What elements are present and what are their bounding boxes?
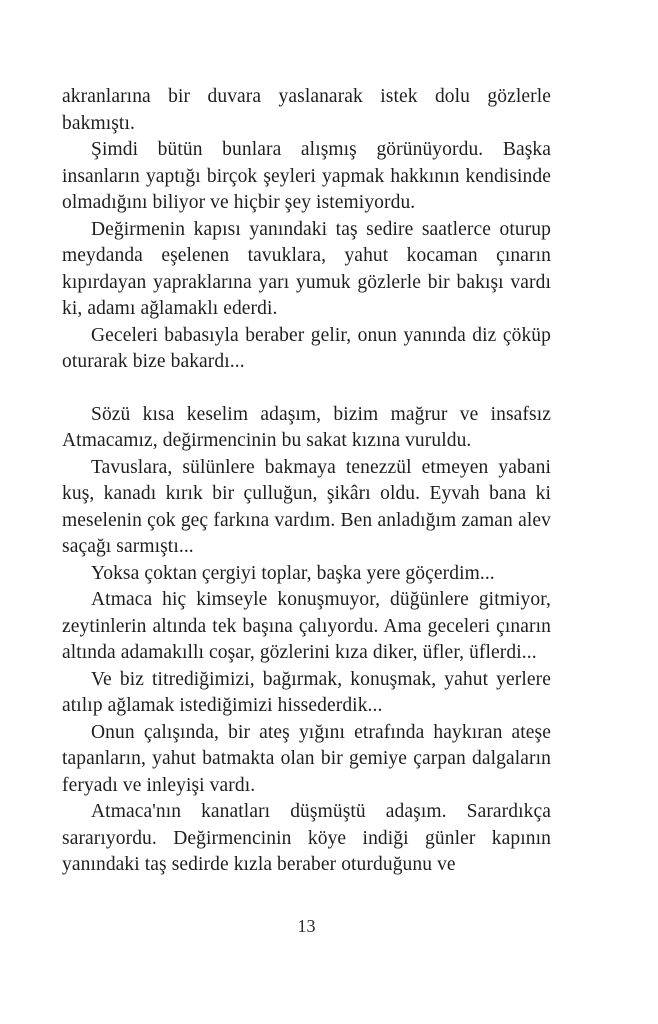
paragraph: Şimdi bütün bunlara alışmış görünüyordu. Başka insanların yaptığı birçok şeyleri yapmak hakkının kendisinde olmadığını biliyor ve hiçbir şey istemiyordu. bbox=[62, 139, 551, 213]
paragraph: Tavuslara, sülünlere bakmaya tenezzül etmeyen yabani kuş, kanadı kırık bir çulluğun, şikârı oldu. Eyvah bana ki meselenin çok geç farkına vardım. Ben anladığım zaman alev saçağı sarmıştı... bbox=[62, 456, 551, 557]
paragraph: Ve biz titrediğimizi, bağırmak, konuşmak, yahut yerlere atılıp ağlamak istediğimizi hissederdik... bbox=[62, 668, 551, 716]
paragraph: Onun çalışında, bir ateş yığını etrafında haykıran ateşe tapanların, yahut batmakta olan bir gemiye çarpan dalgaların feryadı ve inleyişi vardı. bbox=[62, 721, 551, 796]
paragraph: Atmaca hiç kimseyle konuşmuyor, düğünlere gitmiyor, zeytinlerin altında tek başına çalıyordu. Ama geceleri çınarın altında adamakıllı coşar, gözlerini kıza diker, üfler, üflerdi... bbox=[62, 589, 551, 663]
paragraph: Atmaca'nın kanatları düşmüştü adaşım. Sarardıkça sararıyordu. Değirmencinin köye indiği günler kapının yanındaki taş sedirde kızla beraber oturduğunu ve bbox=[62, 801, 551, 875]
paragraph-section-start: Sözü kısa keselim adaşım, bizim mağrur ve insafsız Atmacamız, değirmencinin bu sakat kızına vuruldu. bbox=[62, 403, 551, 451]
paragraph: Geceleri babasıyla beraber gelir, onun yanında diz çöküp oturarak bize bakardı... bbox=[62, 324, 551, 372]
text-block bbox=[62, 84, 551, 879]
page-number: 13 bbox=[297, 916, 316, 936]
paragraph: Yoksa çoktan çergiyi toplar, başka yere göçerdim... bbox=[91, 562, 495, 584]
paragraph-continuation: akranlarına bir duvara yaslanarak istek dolu gözlerle bakmıştı. bbox=[62, 86, 551, 134]
paragraph: Değirmenin kapısı yanındaki taş sedire saatlerce oturup meydanda eşelenen tavuklara, yahut kocaman çınarın kıpırdayan yapraklarına yarı yumuk gözlerle bir bakışı vardı ki, adamı ağlamaklı ederdi. bbox=[62, 218, 551, 319]
